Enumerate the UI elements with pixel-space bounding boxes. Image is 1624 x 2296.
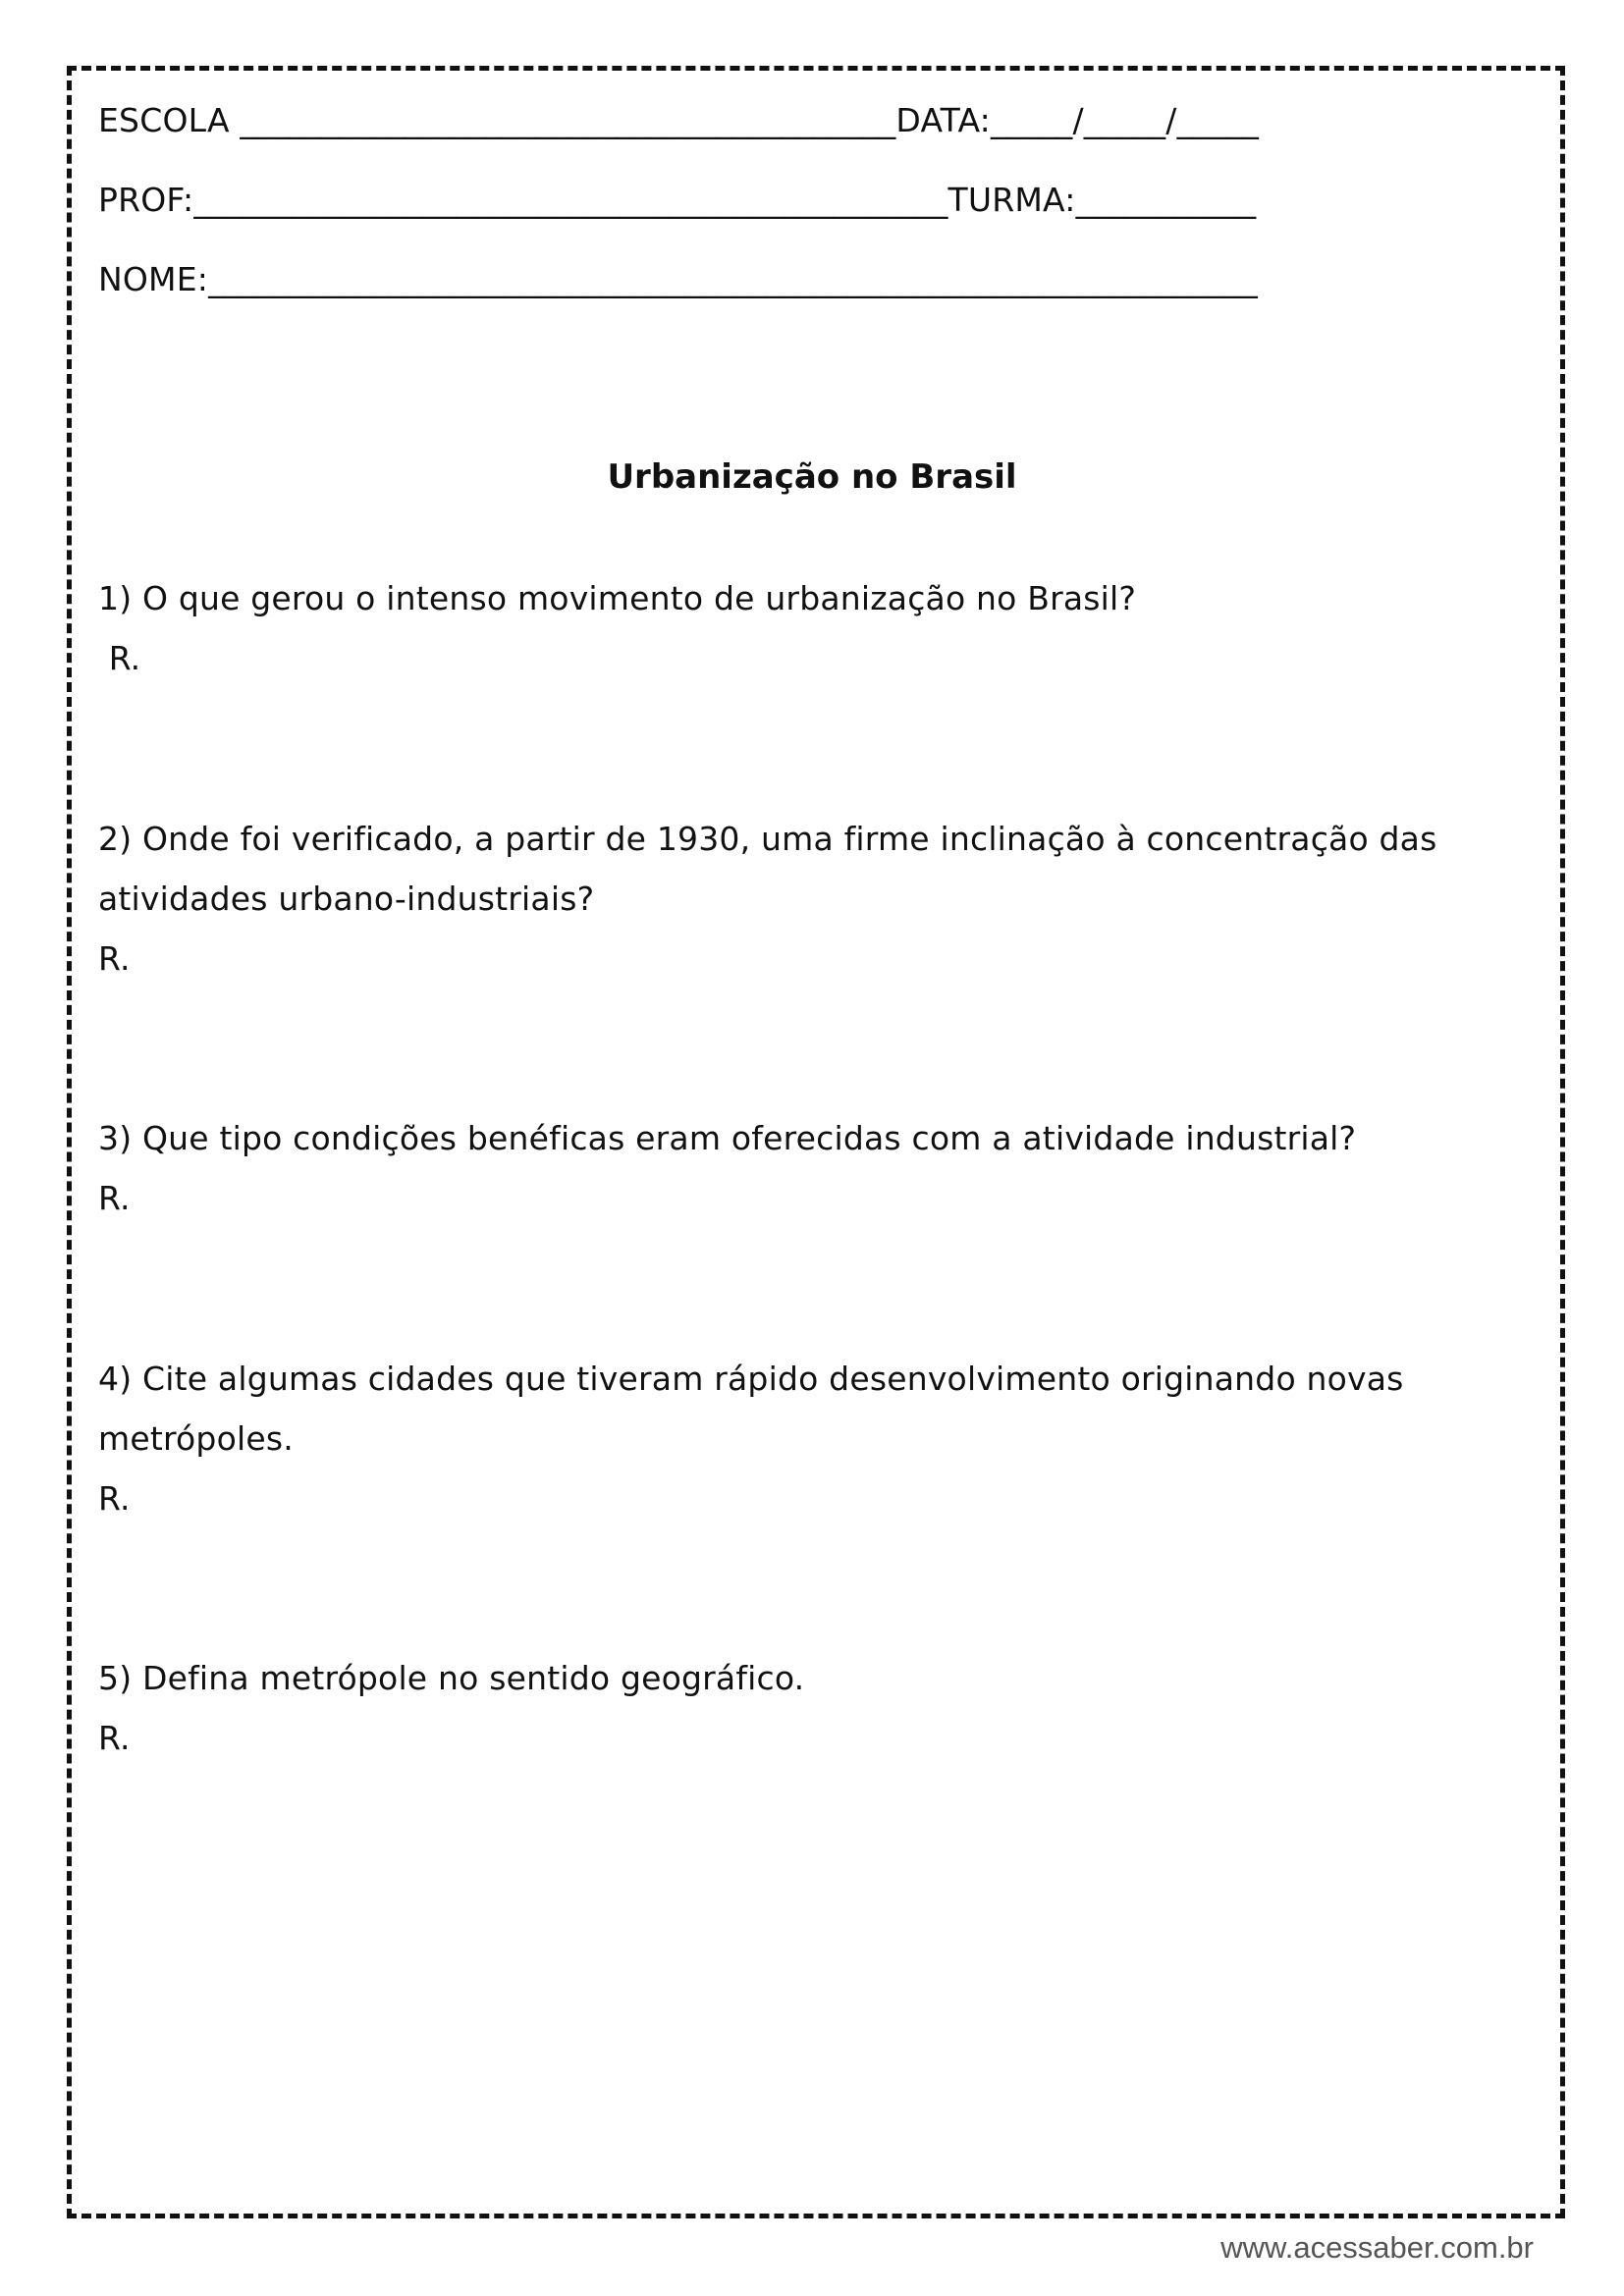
question-4-line-1: 4) Cite algumas cidades que tiveram rápido desenvolvimento originando novas bbox=[98, 1360, 1404, 1398]
escola-data-field[interactable]: ESCOLA ________________________________________DATA:_____/_____/_____ bbox=[98, 101, 1260, 139]
answer-4[interactable]: R. bbox=[98, 1479, 131, 1518]
question-4-line-2: metrópoles. bbox=[98, 1419, 294, 1458]
question-5: 5) Defina metrópole no sentido geográfico. bbox=[98, 1659, 805, 1697]
nome-field[interactable]: NOME:________________________________________________________________ bbox=[98, 260, 1258, 298]
question-2-line-1: 2) Onde foi verificado, a partir de 1930, uma firme inclinação à concentração das bbox=[98, 820, 1437, 858]
worksheet-title: Urbanização no Brasil bbox=[607, 457, 1017, 497]
question-2-line-2: atividades urbano-industriais? bbox=[98, 880, 595, 918]
footer-website: www.acessaber.com.br bbox=[1220, 2230, 1534, 2265]
answer-2[interactable]: R. bbox=[98, 939, 131, 978]
prof-turma-field[interactable]: PROF:______________________________________________TURMA:___________ bbox=[98, 181, 1257, 219]
answer-1[interactable]: R. bbox=[98, 639, 141, 677]
question-3: 3) Que tipo condições benéficas eram oferecidas com a atividade industrial? bbox=[98, 1119, 1357, 1157]
answer-5[interactable]: R. bbox=[98, 1719, 131, 1757]
question-1: 1) O que gerou o intenso movimento de urbanização no Brasil? bbox=[98, 579, 1137, 617]
answer-3[interactable]: R. bbox=[98, 1179, 131, 1217]
